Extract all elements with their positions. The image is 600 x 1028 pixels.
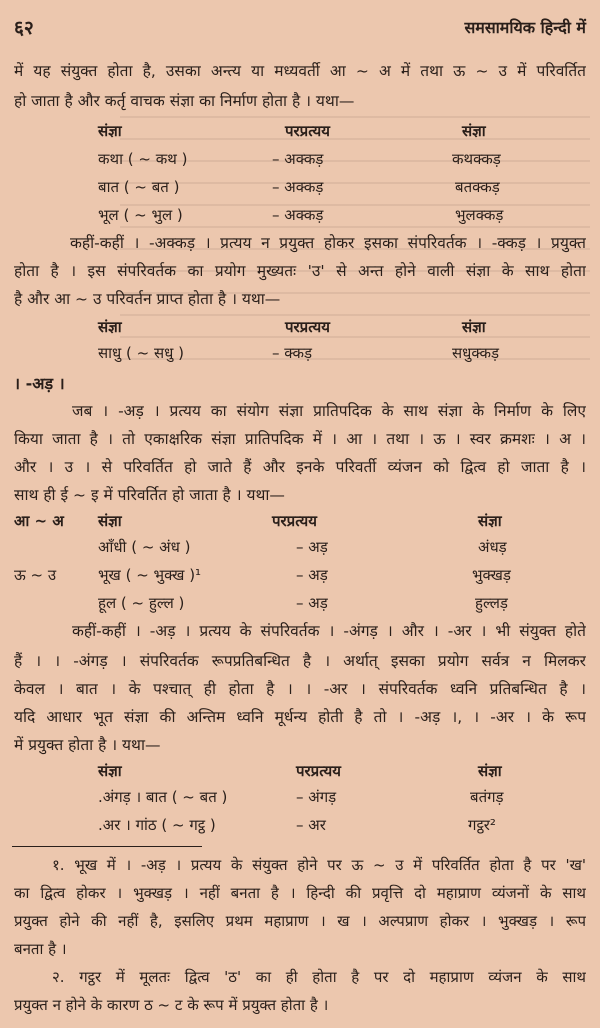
page-header xyxy=(14,14,586,40)
body-line: यदि आधार भूत संज्ञा की अन्तिम ध्वनि मूर्धन्य होती है तो । -अड़ ।, । -अर । के रूप xyxy=(14,708,586,726)
body-line: साथ ही ई ~ इ में परिवर्तित हो जाता है । यथा— xyxy=(14,486,285,504)
table3-cell: हुल्लड़ xyxy=(475,594,508,612)
table3-header: संज्ञा xyxy=(478,512,502,530)
table1-cell: भूल ( ~ भुल ) xyxy=(98,206,183,224)
footnote-line: प्रयुक्त होने की नहीं है, इसलिए प्रथम महाप्राण । ख । अल्पप्राण होकर । भुक्खड़ । रूप xyxy=(14,912,586,930)
table2-header: परप्रत्यय xyxy=(285,318,330,336)
table1-cell: – अक्कड़ xyxy=(272,206,324,224)
table3-cell: भुक्खड़ xyxy=(472,566,511,584)
body-line: कहीं-कहीं । -अक्कड़ । प्रत्यय न प्रयुक्त होकर इसका संपरिवर्तक । -क्कड़ । प्रयुक्त xyxy=(70,234,586,252)
table4-cell: – अंगड़ xyxy=(296,788,337,806)
table3-cell: – अड़ xyxy=(296,594,328,612)
body-line: हैं । । -अंगड़ । संपरिवर्तक रूपप्रतिबन्धित है । अर्थात् इसका प्रयोग सर्वत्र न मिलकर xyxy=(14,652,586,670)
table2-cell: सधुक्कड़ xyxy=(452,344,500,362)
table4-cell: .अर । गांठ ( ~ गट्ठ ) xyxy=(98,816,216,834)
table1-cell: – अक्कड़ xyxy=(272,150,324,168)
table2-cell: साधु ( ~ सधु ) xyxy=(98,344,184,362)
footnote-line: प्रयुक्त न होने के कारण ठ ~ ट के रूप में प्रयुक्त होता है । xyxy=(14,996,329,1014)
body-line: है और आ ~ उ परिवर्तन प्राप्त होता है । यथा— xyxy=(14,290,281,308)
table2-header: संज्ञा xyxy=(462,318,486,336)
table1-cell: बात ( ~ बत ) xyxy=(98,178,180,196)
section-heading: । -अड़ । xyxy=(14,374,65,393)
table3-header: परप्रत्यय xyxy=(272,512,317,530)
body-line: होता है । इस संपरिवर्तक का प्रयोग मुख्यतः 'उ' से अन्त होने वाली संज्ञा के साथ होता xyxy=(14,262,586,280)
footnote-line: का द्वित्व होकर । भुक्खड़ । नहीं बनता है । हिन्दी की प्रवृत्ति दो महाप्राण व्यंजनों के साथ xyxy=(14,884,586,902)
page-number: ६२ xyxy=(14,17,34,39)
body-line: कहीं-कहीं । -अड़ । प्रत्यय के संपरिवर्तक । -अंगड़ । और । -अर । भी संयुक्त होते xyxy=(72,622,586,640)
body-line: हो जाता है और कर्तृ वाचक संज्ञा का निर्माण होता है । यथा— xyxy=(14,92,355,110)
table1-header: संज्ञा xyxy=(98,122,122,140)
table1-cell: भुलक्कड़ xyxy=(455,206,504,224)
table3-header: संज्ञा xyxy=(98,512,122,530)
body-line: किया जाता है । तो एकाक्षरिक संज्ञा प्रातिपदिक में । आ । तथा । ऊ । स्वर क्रमशः । अ । xyxy=(14,430,586,448)
table4-header: संज्ञा xyxy=(478,762,502,780)
table3-cell: – अड़ xyxy=(296,566,328,584)
table2-header: संज्ञा xyxy=(98,318,122,336)
table3-cell: आँधी ( ~ अंध ) xyxy=(98,538,191,556)
table4-cell: गट्ठर² xyxy=(468,816,496,834)
table3-cell: ऊ ~ उ xyxy=(14,566,57,584)
table3-cell: हूल ( ~ हुल्ल ) xyxy=(98,594,185,612)
body-line: में प्रयुक्त होता है । यथा— xyxy=(14,736,161,754)
footnote-line: १. भूख में । -अड़ । प्रत्यय के संयुक्त होने पर ऊ ~ उ में परिवर्तित होता है पर 'ख' xyxy=(52,856,586,874)
footnote-rule xyxy=(12,846,202,847)
table1-cell: बतक्कड़ xyxy=(455,178,500,196)
table3-cell: अंधड़ xyxy=(478,538,507,556)
table1-cell: कथा ( ~ कथ ) xyxy=(98,150,188,168)
table1-cell: कथक्कड़ xyxy=(452,150,501,168)
table3-cell: – अड़ xyxy=(296,538,328,556)
table3-header: आ ~ अ xyxy=(14,512,64,530)
body-line: में यह संयुक्त होता है, उसका अन्त्य या मध्यवर्ती आ ~ अ में तथा ऊ ~ उ में परिवर्तित xyxy=(14,62,586,80)
footnote-line: २. गट्ठर में मूलतः द्वित्व 'ठ' का ही होता है पर दो महाप्राण व्यंजन के साथ xyxy=(52,968,586,986)
table1-header: संज्ञा xyxy=(462,122,486,140)
body-line: केवल । बात । के पश्चात् ही होता है । । -अर । संपरिवर्तक ध्वनि प्रतिबन्धित है । xyxy=(14,680,586,698)
running-title: समसामयिक हिन्दी में xyxy=(464,18,586,37)
bleed-through xyxy=(120,100,590,360)
body-line: जब । -अड़ । प्रत्यय का संयोग संज्ञा प्रातिपदिक के साथ संज्ञा के निर्माण के लिए xyxy=(72,402,586,420)
table4-header: संज्ञा xyxy=(98,762,122,780)
table4-cell: .अंगड़ । बात ( ~ बत ) xyxy=(98,788,228,806)
body-line: और । उ । से परिवर्तित हो जाते हैं और इनके परिवर्ती व्यंजन को द्वित्व हो जाता है । xyxy=(14,458,586,476)
table1-cell: – अक्कड़ xyxy=(272,178,324,196)
table2-cell: – क्कड़ xyxy=(272,344,312,362)
footnote-line: बनता है । xyxy=(14,940,67,958)
table1-header: परप्रत्यय xyxy=(285,122,330,140)
table4-header: परप्रत्यय xyxy=(296,762,341,780)
table4-cell: बतंगड़ xyxy=(470,788,504,806)
table4-cell: – अर xyxy=(296,816,326,834)
table3-cell: भूख ( ~ भुक्ख )¹ xyxy=(98,566,202,584)
